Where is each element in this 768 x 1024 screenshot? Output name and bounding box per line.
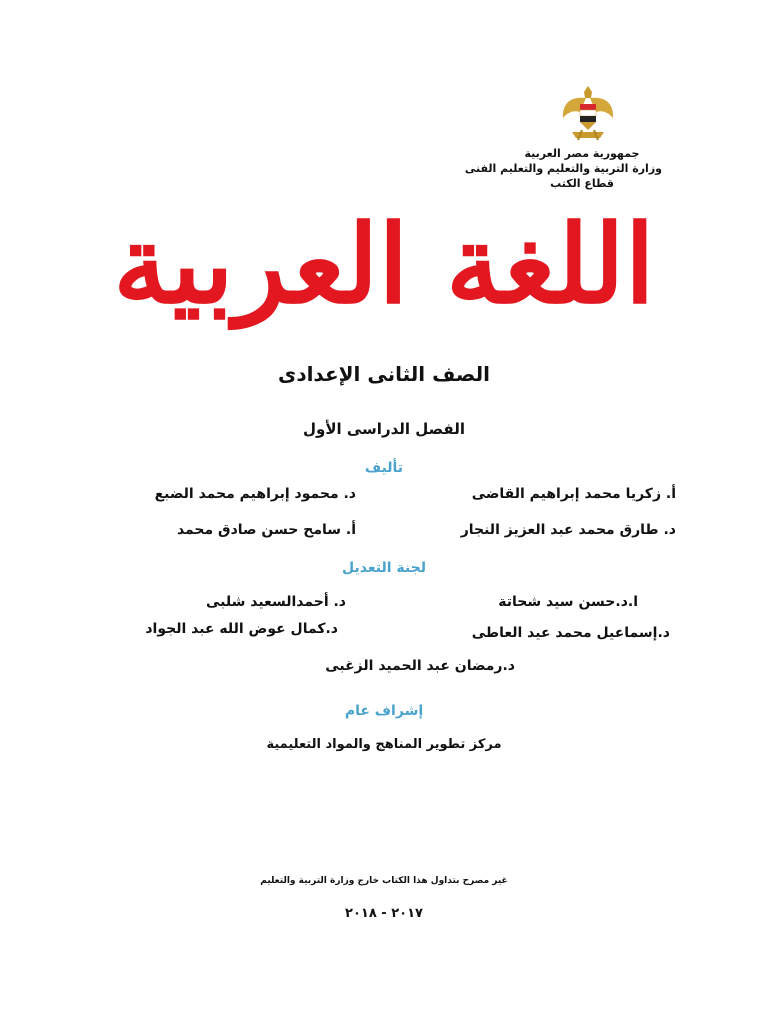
academic-year: ٢٠١٧ - ٢٠١٨ [345,906,423,921]
reviser-name: د.إسماعيل محمد عيد العاطى [471,625,670,641]
egypt-eagle-emblem-icon [560,82,616,144]
distribution-notice: غير مصرح بتداول هذا الكتاب خارج وزارة التربية والتعليم [260,876,508,886]
supervision-body: مركز تطوير المناهج والمواد التعليمية [266,737,502,752]
book-title: اللغة العربية [113,202,655,328]
revision-heading: لجنة التعديل [342,560,426,576]
ministry-line-ministry: وزارة التربية والتعليم والتعليم الفنى [464,162,662,175]
reviser-name: ا.د.حسن سيد شحاتة [498,594,638,610]
author-name: د. طارق محمد عبد العزيز النجار [460,522,676,538]
grade-label: الصف الثانى الإعدادى [277,362,490,386]
authorship-heading: تأليف [364,460,404,476]
ministry-block [464,146,662,191]
reviser-name: د.رمضان عبد الحميد الزغبى [325,658,515,674]
reviser-name: د.كمال عوض الله عبد الجواد [145,621,338,637]
term-label: الفصل الدراسى الأول [303,420,465,438]
author-name: د. محمود إبراهيم محمد الضبع [154,486,356,502]
reviser-name: د. أحمدالسعيد شلبى [206,594,346,610]
ministry-line-sector: قطاع الكتب [550,177,614,190]
supervision-heading: إشراف عام [344,703,424,719]
author-name: أ. زكريا محمد إبراهيم القاضى [471,486,676,502]
author-name: أ. سامح حسن صادق محمد [176,522,356,538]
ministry-line-country: جمهورية مصر العربية [524,147,640,160]
